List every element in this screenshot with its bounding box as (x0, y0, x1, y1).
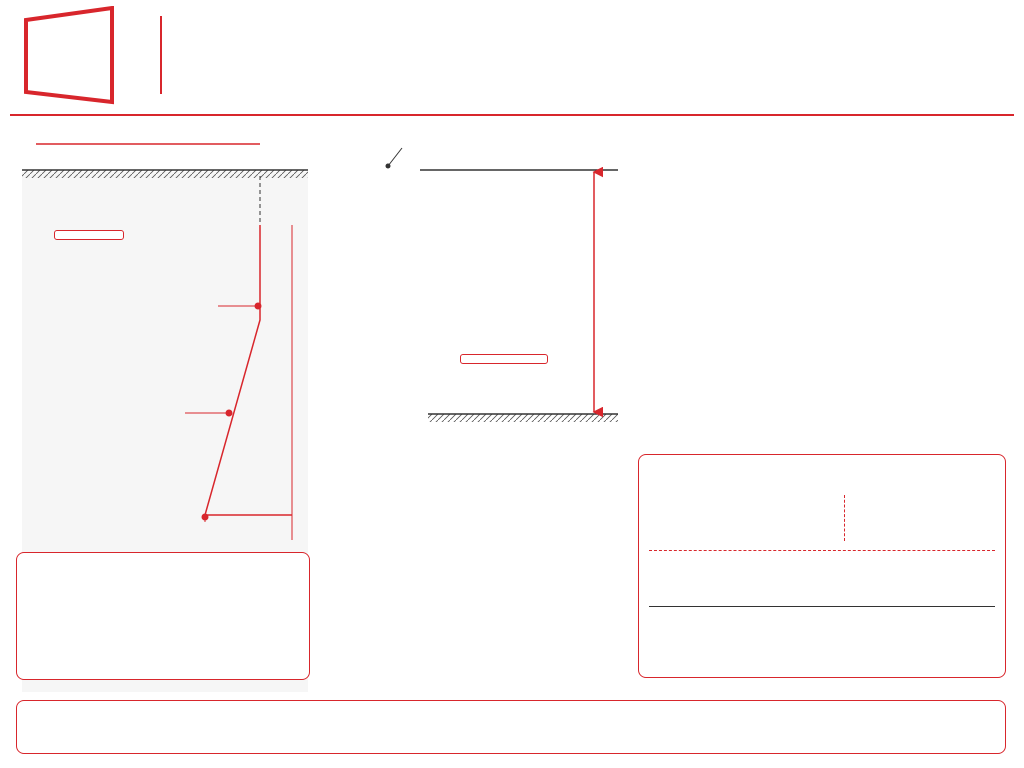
excavation-label (460, 354, 548, 364)
resultants-panel (638, 454, 1006, 678)
def-row (701, 633, 733, 645)
excavation-hatch (428, 414, 618, 422)
dist3-title (905, 186, 1023, 200)
note-panel (16, 700, 1006, 754)
legend-item (27, 657, 67, 669)
ground-hatch (22, 170, 308, 178)
def-row (701, 615, 733, 627)
res-divider-v (844, 495, 845, 541)
legend-panel (16, 552, 310, 680)
legend-item (27, 638, 67, 650)
res-divider-solid (649, 606, 995, 607)
legend-item (27, 619, 67, 631)
legend-item (27, 600, 67, 612)
def-row (701, 651, 733, 663)
soil-label (54, 230, 124, 240)
res-divider-h (649, 550, 995, 551)
legend-item (27, 581, 67, 593)
